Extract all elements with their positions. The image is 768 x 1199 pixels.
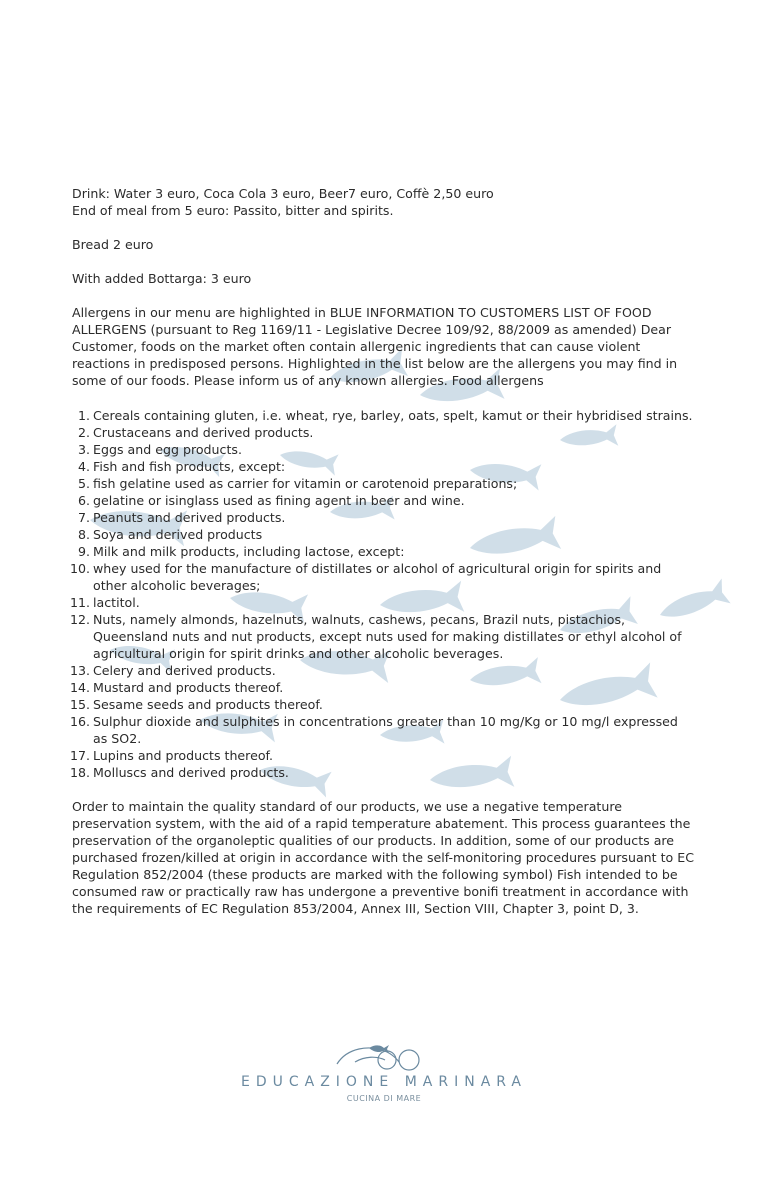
allergen-item [72, 424, 696, 441]
allergen-number: 4. [77, 459, 90, 474]
allergen-item [72, 441, 696, 458]
allergen-number: 16. [69, 714, 90, 729]
allergen-item [69, 611, 696, 662]
allergen-intro: Allergens in our menu are highlighted in BLUE INFORMATION TO CUSTOMERS LIST OF FOOD ALLERGENS (pursuant to Reg 1169/11 - Legislative Decree 109/92, 88/2009 as amended) Dear Customer, foods on the market often contain allergenic ingredients that can cause violent reactions in predisposed persons. Highlighted in the list below are the allergens you may find in some of our foods. Please inform us of any known allergies. Food allergens [72, 305, 678, 388]
allergen-number: 17. [69, 748, 90, 763]
allergen-item [72, 475, 696, 492]
allergen-number: 2. [77, 425, 90, 440]
allergen-number: 12. [69, 612, 90, 627]
end-of-meal-prices: End of meal from 5 euro: Passito, bitter and spirits. [72, 203, 394, 218]
allergen-text: Sulphur dioxide and sulphites in concentrations greater than 10 mg/Kg or 10 mg/l expressed as SO2. [93, 714, 678, 746]
fish-logo-icon [329, 1040, 439, 1072]
allergen-text: Celery and derived products. [93, 663, 276, 678]
allergen-text: Molluscs and derived products. [93, 765, 289, 780]
allergen-text: fish gelatine used as carrier for vitamin or carotenoid preparations; [93, 476, 518, 491]
allergen-number: 5. [77, 476, 90, 491]
brand-logo [0, 1040, 768, 1103]
bottarga-price: With added Bottarga: 3 euro [72, 271, 252, 286]
allergen-text: Nuts, namely almonds, hazelnuts, walnuts, cashews, pecans, Brazil nuts, pistachios, Queensland nuts and nut products, except nuts used for making distillates or ethyl alcohol of agricultural origin for spirit drinks and other alcoholic beverages. [93, 612, 682, 661]
allergen-list [69, 407, 696, 781]
allergen-item [69, 764, 696, 781]
menu-notes-document [69, 185, 696, 917]
allergen-text: lactitol. [93, 595, 140, 610]
brand-tagline: CUCINA DI MARE [346, 1094, 422, 1103]
allergen-number: 10. [69, 561, 90, 576]
allergen-number: 6. [77, 493, 90, 508]
allergen-item [72, 526, 696, 543]
brand-name: EDUCAZIONE MARINARA [240, 1074, 528, 1090]
allergen-text: Fish and fish products, except: [93, 459, 286, 474]
allergen-item [69, 560, 696, 594]
allergen-number: 8. [77, 527, 90, 542]
allergen-item [69, 662, 696, 679]
allergen-text: Lupins and products thereof. [93, 748, 274, 763]
allergen-text: Crustaceans and derived products. [93, 425, 314, 440]
allergen-number: 14. [69, 680, 90, 695]
allergen-item [69, 679, 696, 696]
allergen-item [72, 492, 696, 509]
allergen-item [72, 543, 696, 560]
allergen-text: Peanuts and derived products. [93, 510, 286, 525]
allergen-item [69, 747, 696, 764]
allergen-item [69, 696, 696, 713]
allergen-item [72, 407, 696, 424]
allergen-text: Soya and derived products [93, 527, 263, 542]
allergen-text: Cereals containing gluten, i.e. wheat, rye, barley, oats, spelt, kamut or their hybridised strains. [93, 408, 693, 423]
allergen-text: Eggs and egg products. [93, 442, 242, 457]
allergen-item [69, 594, 696, 611]
allergen-number: 7. [77, 510, 90, 525]
allergen-item [69, 713, 696, 747]
allergen-text: Sesame seeds and products thereof. [93, 697, 323, 712]
allergen-number: 15. [69, 697, 90, 712]
bread-price: Bread 2 euro [72, 237, 154, 252]
allergen-item [72, 509, 696, 526]
allergen-text: gelatine or isinglass used as fining agent in beer and wine. [93, 493, 465, 508]
allergen-text: Mustard and products thereof. [93, 680, 284, 695]
preservation-note: Order to maintain the quality standard of our products, we use a negative temperature preservation system, with the aid of a rapid temperature abatement. This process guarantees the preservation of the organoleptic qualities of our products. In addition, some of our products are purchased frozen/killed at origin in accordance with the self-monitoring procedures pursuant to EC Regulation 852/2004 (these products are marked with the following symbol) Fish intended to be consumed raw or practically raw has undergone a preventive bonifi treatment in accordance with the requirements of EC Regulation 853/2004, Annex III, Section VIII, Chapter 3, point D, 3. [72, 799, 694, 916]
drink-prices: Drink: Water 3 euro, Coca Cola 3 euro, Beer7 euro, Coffè 2,50 euro [72, 186, 494, 201]
allergen-number: 9. [77, 544, 90, 559]
allergen-item [72, 458, 696, 475]
allergen-number: 1. [77, 408, 90, 423]
allergen-number: 3. [77, 442, 90, 457]
allergen-number: 18. [69, 765, 90, 780]
allergen-number: 11. [69, 595, 90, 610]
allergen-text: Milk and milk products, including lactose, except: [93, 544, 405, 559]
allergen-number: 13. [69, 663, 90, 678]
allergen-text: whey used for the manufacture of distillates or alcohol of agricultural origin for spirits and other alcoholic beverages; [93, 561, 662, 593]
